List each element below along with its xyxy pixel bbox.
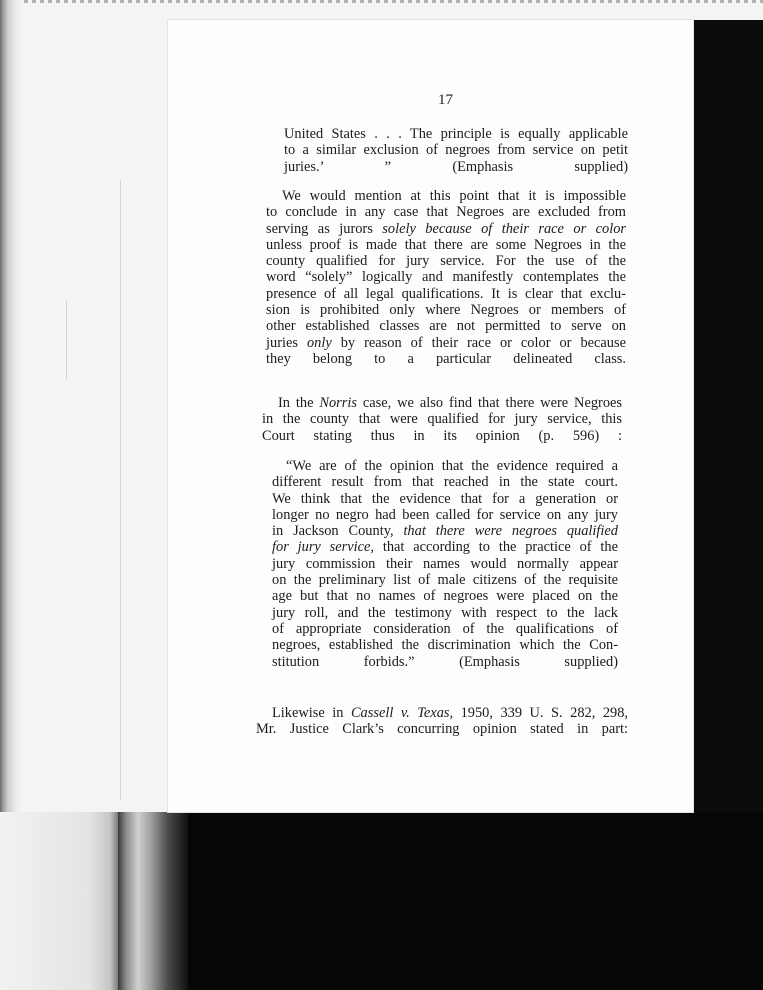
scan-artifact-line (66, 300, 67, 380)
text-line: jury commission their names would normally appear (272, 555, 618, 572)
text-run: by reason of their race or color or because (331, 334, 626, 351)
text-line: county qualified for jury service. For the use of the (266, 253, 626, 270)
case-name-text: Cassell v. Texas, (350, 705, 454, 721)
text-line (266, 335, 626, 351)
block-quote (272, 458, 618, 670)
text-line (256, 705, 628, 721)
text-line (272, 523, 618, 539)
text-run: serving as jurors (266, 220, 383, 237)
text-run: that according to the practice of the (373, 539, 618, 556)
scan-left-page-edge (0, 812, 118, 990)
case-name-text: Norris (319, 395, 357, 411)
text-line: other established classes are not permitted to serve on (266, 318, 626, 335)
paragraph-norris (262, 395, 622, 444)
text-line (262, 395, 622, 411)
text-line: different result from that reached in the state court. (272, 474, 618, 491)
paragraph-cassell (256, 705, 628, 738)
text-line: of appropriate consideration of the qualifications of (272, 620, 618, 637)
text-line: We would mention at this point that it is impossible (282, 188, 626, 204)
page-number: 17 (438, 92, 453, 108)
text-line (266, 221, 626, 237)
text-line: “We are of the opinion that the evidence required a (286, 458, 618, 474)
text-line: jury roll, and the testimony with respect to the lack (272, 604, 618, 621)
scan-artifact-line (120, 180, 121, 800)
text-line: to a similar exclusion of negroes from service on petit (284, 142, 628, 159)
text-run: 1950, 339 U. S. 282, 298, (453, 705, 629, 721)
text-line: unless proof is made that there are some Negroes in the (266, 236, 626, 253)
text-line: word “solely” logically and manifestly contemplates the (266, 269, 626, 286)
text-line: Mr. Justice Clark’s concurring opinion stated in part: (256, 721, 628, 738)
text-line: in the county that were qualified for jury service, this (262, 411, 622, 428)
text-run: juries (266, 334, 307, 351)
text-line: United States . . . The principle is equally applicable (284, 126, 628, 142)
text-line: sion is prohibited only where Negroes or members of (266, 302, 626, 319)
emphasis-text: solely because of their race or color (382, 220, 627, 237)
paragraph-solely (266, 188, 626, 367)
text-line: age but that no names of negroes were placed on the (272, 588, 618, 605)
text-line: negroes, established the discrimination which the Con- (272, 637, 618, 654)
scan-binding-streak (118, 812, 188, 990)
text-line: on the preliminary list of male citizens of the requisite (272, 572, 618, 589)
text-run: In the (278, 395, 320, 411)
text-line: juries.’ ” (Emphasis supplied) (284, 158, 628, 175)
scan-top-edge (0, 0, 763, 3)
text-line: Court stating thus in its opinion (p. 596) : (262, 427, 622, 444)
text-line: presence of all legal qualifications. It is clear that exclu- (266, 285, 626, 302)
text-line: longer no negro had been called for service on any jury (272, 506, 618, 523)
text-line: We think that the evidence that for a generation or (272, 490, 618, 507)
emphasis-text: that there were negroes qualified (403, 523, 618, 540)
emphasis-text: for jury service, (272, 539, 374, 556)
text-run: in Jackson County, (272, 523, 404, 540)
paragraph-quote-continuation (284, 126, 628, 175)
text-run: case, we also find that there were Negroes (356, 395, 623, 411)
text-run: Likewise in (272, 705, 351, 721)
emphasis-text: only (306, 334, 332, 351)
text-line: to conclude in any case that Negroes are excluded from (266, 204, 626, 221)
text-line: they belong to a particular delineated class. (266, 350, 626, 367)
text-line (272, 539, 618, 555)
text-line: stitution forbids.” (Emphasis supplied) (272, 653, 618, 670)
